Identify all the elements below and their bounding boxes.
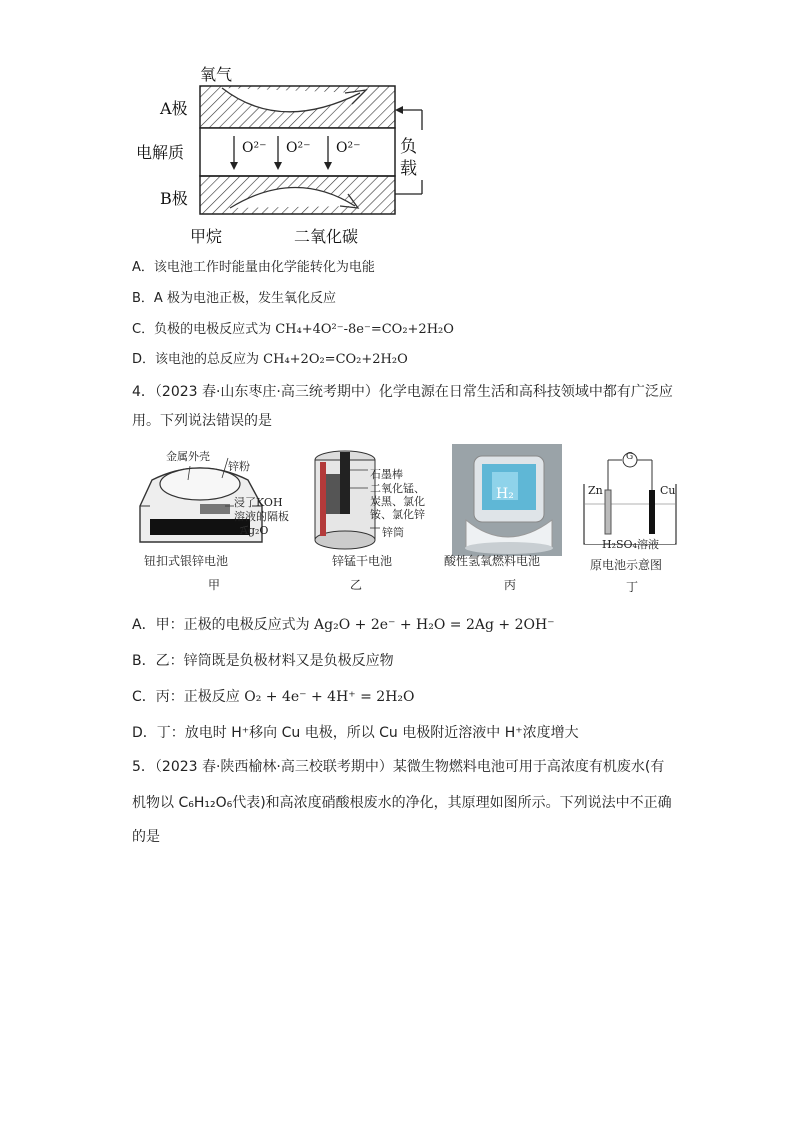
q4-option-c[interactable] bbox=[132, 686, 415, 706]
zn-label: Zn bbox=[588, 484, 603, 497]
ding-label: 丁 bbox=[626, 580, 639, 594]
q4-option-a-text: A．甲：正极的电极反应式为 bbox=[132, 617, 315, 633]
zinc-can-label: 锌筒 bbox=[382, 526, 404, 539]
q3-option-b[interactable] bbox=[132, 287, 336, 306]
q5-stem-line3: 的是 bbox=[132, 829, 160, 845]
q4-option-c-text: C．丙：正极反应 bbox=[132, 689, 245, 705]
q4-option-b[interactable] bbox=[132, 650, 394, 670]
graphite-label: 石墨棒 bbox=[370, 468, 403, 481]
solution-label: H₂SO₄溶液 bbox=[602, 538, 659, 551]
separator-label-1: 浸了KOH bbox=[234, 496, 283, 509]
electrode-b-label: B极 bbox=[160, 189, 188, 208]
q3-option-c-equation: CH₄+4O²⁻-8e⁻=CO₂+2H₂O bbox=[275, 322, 454, 337]
figure-bing bbox=[444, 444, 577, 594]
q3-option-a[interactable] bbox=[132, 256, 375, 275]
mix-label-2: 炭黑、氯化 bbox=[370, 495, 425, 508]
figure-jia bbox=[130, 444, 289, 594]
q3-option-d-equation: CH₄+2O₂=CO₂+2H₂O bbox=[263, 352, 408, 367]
electrode-a-label: A极 bbox=[160, 99, 188, 118]
shell-label: 金属外壳 bbox=[166, 450, 210, 463]
bing-caption: 酸性氢氧燃料电池 bbox=[444, 554, 541, 568]
load-label-top: 负 bbox=[400, 137, 417, 157]
yi-caption: 锌锰干电池 bbox=[332, 554, 393, 568]
yi-label: 乙 bbox=[350, 578, 363, 592]
ion-label-3: O²⁻ bbox=[336, 140, 361, 156]
zinc-powder-label: 锌粉 bbox=[228, 460, 250, 473]
q3-option-a-text: A．该电池工作时能量由化学能转化为电能 bbox=[132, 260, 375, 275]
bing-label: 丙 bbox=[504, 578, 517, 592]
jia-caption: 钮扣式银锌电池 bbox=[144, 554, 229, 568]
q3-option-d[interactable] bbox=[132, 348, 408, 367]
q3-option-c-text: C．负极的电极反应式为 bbox=[132, 322, 276, 337]
q4-option-a-equation: Ag₂O + 2e⁻ + H₂O = 2Ag + 2OH⁻ bbox=[314, 617, 555, 633]
co2-label: 二氧化碳 bbox=[294, 227, 359, 246]
q4-option-d[interactable] bbox=[132, 722, 579, 742]
separator-label-2: 溶液的隔板 bbox=[234, 510, 289, 523]
methane-label: 甲烷 bbox=[190, 227, 223, 246]
jia-label: 甲 bbox=[208, 578, 221, 592]
q3-option-b-text: B．A 极为电池正极，发生氧化反应 bbox=[132, 291, 336, 306]
q4-stem-line2: 用。下列说法错误的是 bbox=[132, 413, 272, 429]
q4-option-d-text: D．丁：放电时 H⁺移向 Cu 电极，所以 Cu 电极附近溶液中 H⁺浓度增大 bbox=[132, 725, 579, 741]
load-label-bottom: 载 bbox=[400, 159, 417, 179]
q5-stem-line1: 5．（2023 春·陕西榆林·高三校联考期中）某微生物燃料电池可用于高浓度有机废水(有 bbox=[132, 759, 665, 775]
electrolyte-label: 电解质 bbox=[136, 143, 185, 162]
q4-option-b-text: B．乙：锌筒既是负极材料又是负极反应物 bbox=[132, 653, 394, 669]
q5-stem-line2: 机物以 C₆H₁₂O₆代表)和高浓度硝酸根废水的净化，其原理如图所示。下列说法中不正确 bbox=[132, 795, 672, 811]
q4-option-a[interactable] bbox=[132, 614, 555, 634]
ag2o-label: Ag₂O bbox=[240, 524, 269, 537]
oxygen-label: 氧气 bbox=[200, 65, 233, 84]
mix-label-3: 铵、氯化锌 bbox=[370, 508, 425, 521]
figure-ding bbox=[580, 444, 690, 594]
ion-label-1: O²⁻ bbox=[242, 140, 267, 156]
fuel-cell-diagram bbox=[130, 58, 430, 248]
ding-caption: 原电池示意图 bbox=[590, 558, 663, 572]
h2-label: H₂ bbox=[496, 486, 514, 502]
q4-option-c-equation: O₂ + 4e⁻ + 4H⁺ = 2H₂O bbox=[244, 689, 415, 705]
figure-yi bbox=[300, 444, 450, 594]
cu-label: Cu bbox=[660, 484, 676, 497]
ion-label-2: O²⁻ bbox=[286, 140, 311, 156]
q3-option-d-text: D．该电池的总反应为 bbox=[132, 352, 264, 367]
q4-stem-line1: 4．（2023 春·山东枣庄·高三统考期中）化学电源在日常生活和高科技领域中都有广泛应 bbox=[132, 384, 673, 400]
galvanometer-label: G bbox=[626, 452, 634, 462]
q3-option-c[interactable] bbox=[132, 318, 454, 337]
mix-label-1: 二氧化锰、 bbox=[370, 482, 425, 495]
